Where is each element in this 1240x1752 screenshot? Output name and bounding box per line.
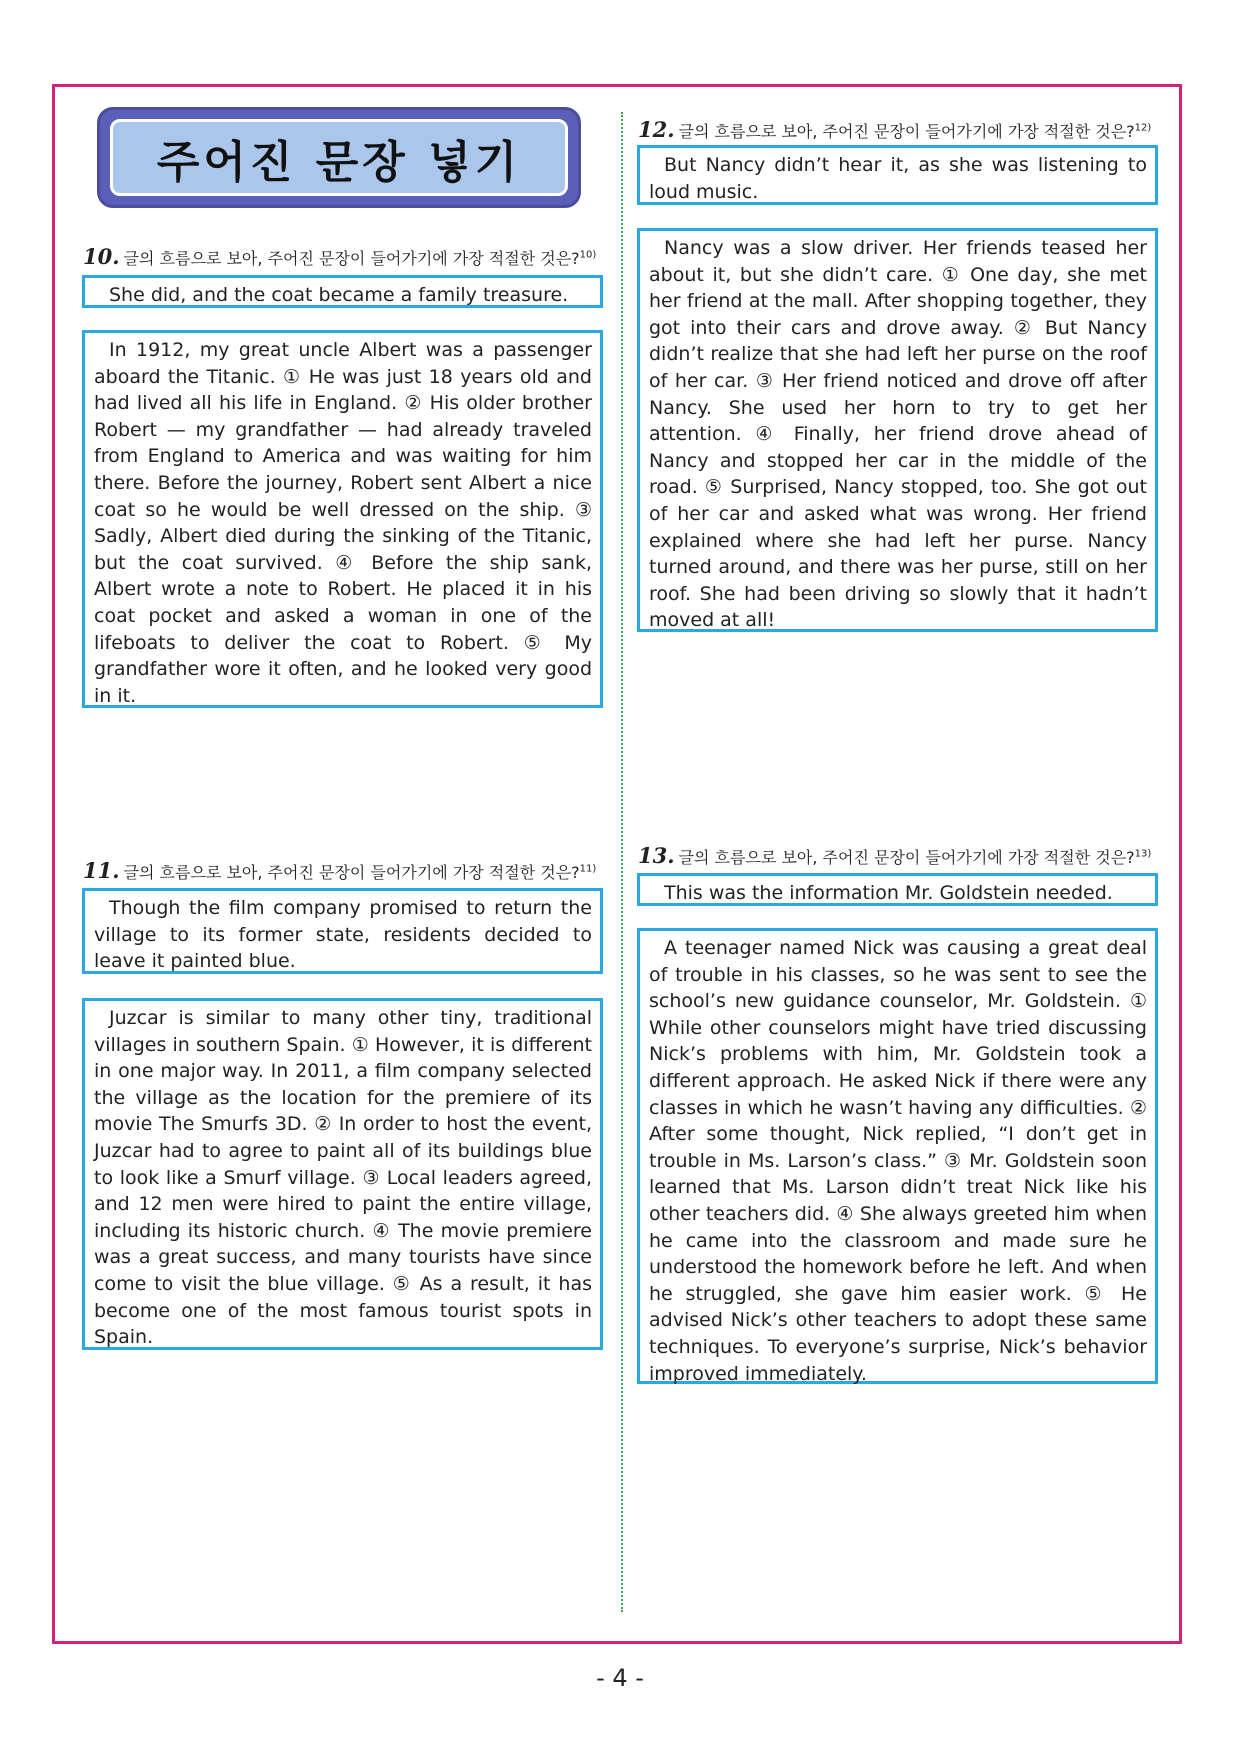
section-title-banner xyxy=(97,107,581,208)
question-prompt: 글의 흐름으로 보아, 주어진 문장이 들어가기에 가장 적절한 것은? xyxy=(123,863,580,882)
question-11-given-sentence: Though the film company promised to return the village to its former state, residents decided to leave it painted blue. xyxy=(82,888,603,974)
footnote-mark: 12) xyxy=(1134,122,1152,134)
question-13-passage: A teenager named Nick was causing a great deal of trouble in his classes, so he was sent to see the school’s new guidance counselor, Mr. Goldstein. ① While other counselors might have tried discussing Nick’s problems with him, Mr. Goldstein took a different approach. He asked Nick if there were any classes in which he wasn’t having any difficulties. ② After some thought, Nick replied, “I don’t get in trouble in Ms. Larson’s class.” ③ Mr. Goldstein soon learned that Ms. Larson didn’t treat Nick like his other teachers did. ④ She always greeted him when he came into the classroom and made sure he understood the homework before he left. And when he struggled, she gave him easier work. ⑤ He advised Nick’s other teachers to adopt these same techniques. To everyone’s surprise, Nick’s behavior improved immediately. xyxy=(637,928,1158,1384)
question-number: 13. xyxy=(638,843,675,868)
question-12-header xyxy=(638,117,1151,142)
question-12-given-sentence: But Nancy didn’t hear it, as she was listening to loud music. xyxy=(637,145,1158,205)
question-13-given-sentence: This was the information Mr. Goldstein needed. xyxy=(637,873,1158,906)
question-11-passage: Juzcar is similar to many other tiny, traditional villages in southern Spain. ① However, it is different in one major way. In 2011, a film company selected the village as the location for the premiere of its movie The Smurfs 3D. ② In order to host the event, Juzcar had to agree to paint all of its buildings blue to look like a Smurf village. ③ Local leaders agreed, and 12 men were hired to paint the entire village, including its historic church. ④ The movie premiere was a great success, and many tourists have since come to visit the blue village. ⑤ As a result, it has become one of the most famous tourist spots in Spain. xyxy=(82,998,603,1350)
question-10-header xyxy=(83,244,596,269)
question-13-header xyxy=(638,843,1151,868)
question-number: 12. xyxy=(638,117,675,142)
footnote-mark: 10) xyxy=(579,249,597,261)
question-prompt: 글의 흐름으로 보아, 주어진 문장이 들어가기에 가장 적절한 것은? xyxy=(678,122,1135,141)
question-10-passage: In 1912, my great uncle Albert was a passenger aboard the Titanic. ① He was just 18 years old and had lived all his life in England. ② His older brother Robert — my grandfather — had already traveled from England to America and was waiting for him there. Before the journey, Robert sent Albert a nice coat so he would be well dressed on the ship. ③ Sadly, Albert died during the sinking of the Titanic, but the coat survived. ④ Before the ship sank, Albert wrote a note to Robert. He placed it in his coat pocket and asked a woman in one of the lifeboats to deliver the coat to Robert. ⑤ My grandfather wore it often, and he looked very good in it. xyxy=(82,330,603,708)
question-number: 11. xyxy=(83,858,120,883)
question-prompt: 글의 흐름으로 보아, 주어진 문장이 들어가기에 가장 적절한 것은? xyxy=(678,848,1135,867)
question-11-header xyxy=(83,858,596,883)
footnote-mark: 13) xyxy=(1134,848,1152,860)
section-title: 주어진 문장 넣기 xyxy=(110,119,568,196)
footnote-mark: 11) xyxy=(579,863,597,875)
question-12-passage: Nancy was a slow driver. Her friends teased her about it, but she didn’t care. ① One day, she met her friend at the mall. After shopping together, they got into their cars and drove away. ② But Nancy didn’t realize that she had left her purse on the roof of her car. ③ Her friend noticed and drove off after Nancy. She used her horn to try to get her attention. ④ Finally, her friend drove ahead of Nancy and stopped her car in the middle of the road. ⑤ Surprised, Nancy stopped, too. She got out of her car and asked what was wrong. Her friend explained where she had left her purse. Nancy turned around, and there was her purse, still on her roof. She had been driving so slowly that it hadn’t moved at all! xyxy=(637,228,1158,632)
page-number: - 4 - xyxy=(596,1664,644,1692)
question-10-given-sentence: She did, and the coat became a family treasure. xyxy=(82,275,603,308)
question-number: 10. xyxy=(83,244,120,269)
column-divider xyxy=(621,112,623,1612)
question-prompt: 글의 흐름으로 보아, 주어진 문장이 들어가기에 가장 적절한 것은? xyxy=(123,249,580,268)
